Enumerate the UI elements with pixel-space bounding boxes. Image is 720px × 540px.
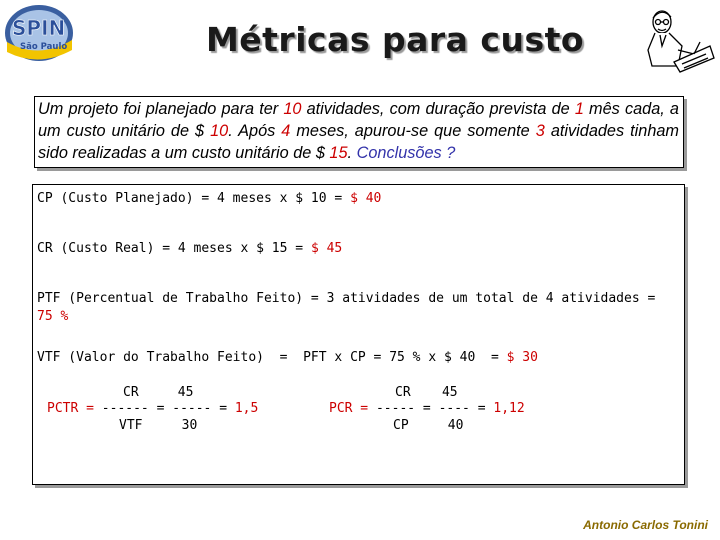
vtf-line: VTF (Valor do Trabalho Feito) = PFT x CP = 75 % x $ 40 = $ 30 <box>37 350 538 365</box>
doctor-writing-icon <box>638 6 716 78</box>
pcr-numerator: CR 45 <box>395 385 458 400</box>
page-title: Métricas para custo <box>205 20 585 59</box>
calculation-box <box>32 184 685 485</box>
conclusion-question: Conclusões ? <box>356 144 456 162</box>
logo-word: SPIN <box>12 16 66 40</box>
pctr-numerator: CR 45 <box>123 385 194 400</box>
pctr-formula: PCTR = ------ = ----- = 1,5 <box>47 401 259 416</box>
spin-logo <box>2 2 76 64</box>
logo-sub: São Paulo <box>20 42 68 52</box>
pctr-denominator: VTF 30 <box>119 418 198 433</box>
ptf-value: 75 % <box>37 309 69 324</box>
author-signature: Antonio Carlos Tonini <box>583 518 708 532</box>
cp-line: CP (Custo Planejado) = 4 meses x $ 10 = $ 40 <box>37 191 382 206</box>
problem-statement: Um projeto foi planejado para ter 10 atividades, com duração prevista de 1 mês cada, a um custo unitário de $ 10. Após 4 meses, apurou-se que somente 3 atividades tinham sido realizadas a um custo unitário de $ 15. Conclusões ? <box>34 96 684 168</box>
pcr-denominator: CP 40 <box>393 418 464 433</box>
cr-line: CR (Custo Real) = 4 meses x $ 15 = $ 45 <box>37 241 343 256</box>
ptf-line: PTF (Percentual de Trabalho Feito) = 3 atividades de um total de 4 atividades = <box>37 291 664 306</box>
pcr-formula: PCR = ----- = ---- = 1,12 <box>329 401 525 416</box>
